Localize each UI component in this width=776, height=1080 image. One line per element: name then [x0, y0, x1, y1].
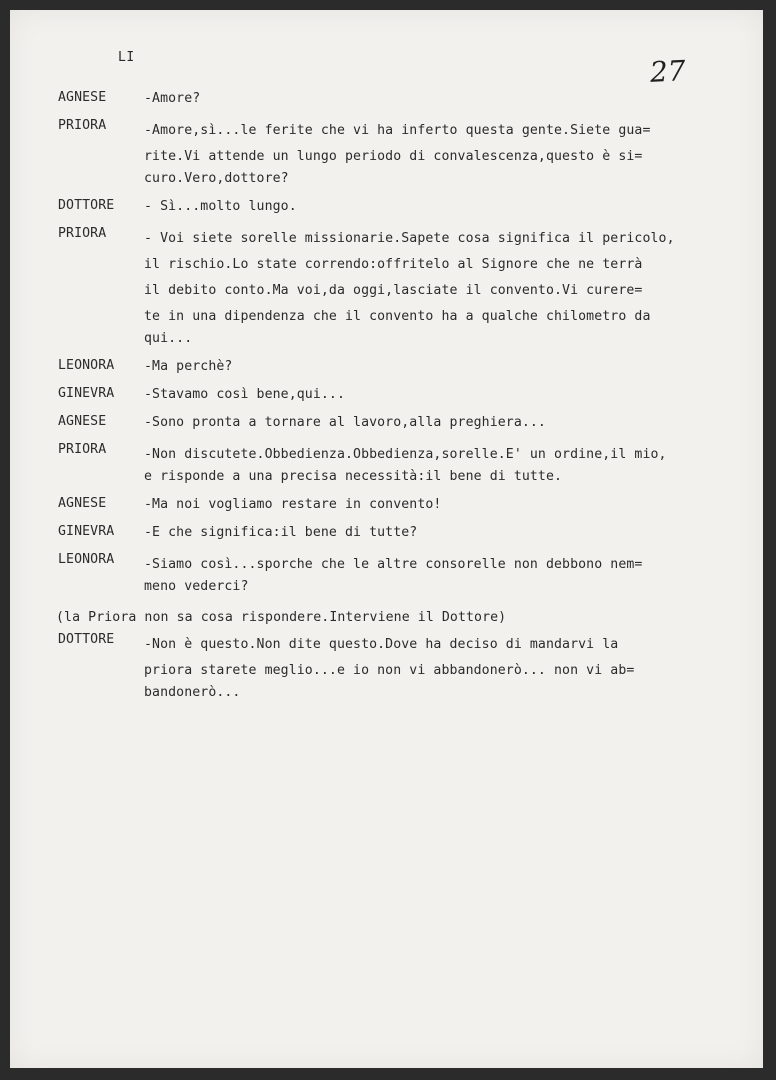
speaker-name: AGNESE	[58, 496, 107, 511]
dialogue-text	[144, 226, 758, 348]
dialogue-line: bandonerò...	[144, 685, 241, 700]
speaker-name: GINEVRA	[58, 386, 115, 401]
dialogue-line: - Sì...molto lungo.	[144, 199, 297, 214]
speaker-name: PRIORA	[58, 118, 107, 133]
dialogue-text	[144, 118, 758, 188]
typewritten-page	[10, 10, 763, 1068]
dialogue-entry	[58, 496, 758, 514]
dialogue-text	[144, 90, 758, 108]
dialogue-line: -Ma perchè?	[144, 359, 233, 374]
dialogue-entry	[58, 524, 758, 542]
speaker-name: DOTTORE	[58, 632, 115, 647]
dialogue-entry	[58, 90, 758, 108]
dialogue-line: -Non discutete.Obbedienza.Obbedienza,sorelle.E' un ordine,il mio,	[144, 447, 667, 462]
dialogue-text	[144, 632, 758, 702]
speaker-name: AGNESE	[58, 90, 107, 105]
dialogue-line: priora starete meglio...e io non vi abbandonerò... non vi ab=	[144, 663, 635, 678]
dialogue-line: te in una dipendenza che il convento ha a qualche chilometro da	[144, 309, 651, 324]
speaker-name: GINEVRA	[58, 524, 115, 539]
speaker-name: AGNESE	[58, 414, 107, 429]
dialogue-line: curo.Vero,dottore?	[144, 171, 289, 186]
dialogue-line: -Ma noi vogliamo restare in convento!	[144, 497, 442, 512]
speaker-name: LEONORA	[58, 552, 115, 567]
dialogue-line: - Voi siete sorelle missionarie.Sapete cosa significa il pericolo,	[144, 231, 675, 246]
dialogue-line: il rischio.Lo state correndo:offritelo al Signore che ne terrà	[144, 257, 643, 272]
script-body	[58, 90, 758, 712]
dialogue-text	[144, 386, 758, 404]
dialogue-entry	[58, 358, 758, 376]
dialogue-line: -Siamo così...sporche che le altre consorelle non debbono nem=	[144, 557, 643, 572]
scene-label: LI	[118, 50, 135, 65]
dialogue-text	[144, 358, 758, 376]
dialogue-entry	[58, 226, 758, 348]
dialogue-line: -Sono pronta a tornare al lavoro,alla preghiera...	[144, 415, 546, 430]
dialogue-text	[144, 414, 758, 432]
dialogue-line: rite.Vi attende un lungo periodo di convalescenza,questo è si=	[144, 149, 643, 164]
dialogue-line: -E che significa:il bene di tutte?	[144, 525, 418, 540]
handwritten-page-number: 27	[649, 54, 687, 89]
dialogue-entry	[58, 442, 758, 486]
speaker-name: LEONORA	[58, 358, 115, 373]
speaker-name: PRIORA	[58, 226, 107, 241]
dialogue-line: -Non è questo.Non dite questo.Dove ha deciso di mandarvi la	[144, 637, 619, 652]
dialogue-text	[144, 524, 758, 542]
dialogue-entry	[58, 118, 758, 188]
speaker-name: DOTTORE	[58, 198, 115, 213]
dialogue-entry	[58, 198, 758, 216]
dialogue-line: qui...	[144, 331, 193, 346]
dialogue-line: e risponde a una precisa necessità:il bene di tutte.	[144, 469, 563, 484]
dialogue-line: meno vederci?	[144, 579, 249, 594]
dialogue-entry	[58, 632, 758, 702]
dialogue-entry	[58, 414, 758, 432]
dialogue-entry	[58, 552, 758, 596]
dialogue-line: il debito conto.Ma voi,da oggi,lasciate il convento.Vi curere=	[144, 283, 643, 298]
dialogue-text	[144, 198, 758, 216]
dialogue-line: -Amore,sì...le ferite che vi ha inferto questa gente.Siete gua=	[144, 123, 651, 138]
dialogue-text	[144, 496, 758, 514]
dialogue-text	[144, 442, 758, 486]
dialogue-entry	[58, 386, 758, 404]
dialogue-line: -Stavamo così bene,qui...	[144, 387, 345, 402]
speaker-name: PRIORA	[58, 442, 107, 457]
dialogue-line: -Amore?	[144, 91, 201, 106]
dialogue-text	[144, 552, 758, 596]
stage-direction: (la Priora non sa cosa rispondere.Interviene il Dottore)	[56, 610, 507, 625]
